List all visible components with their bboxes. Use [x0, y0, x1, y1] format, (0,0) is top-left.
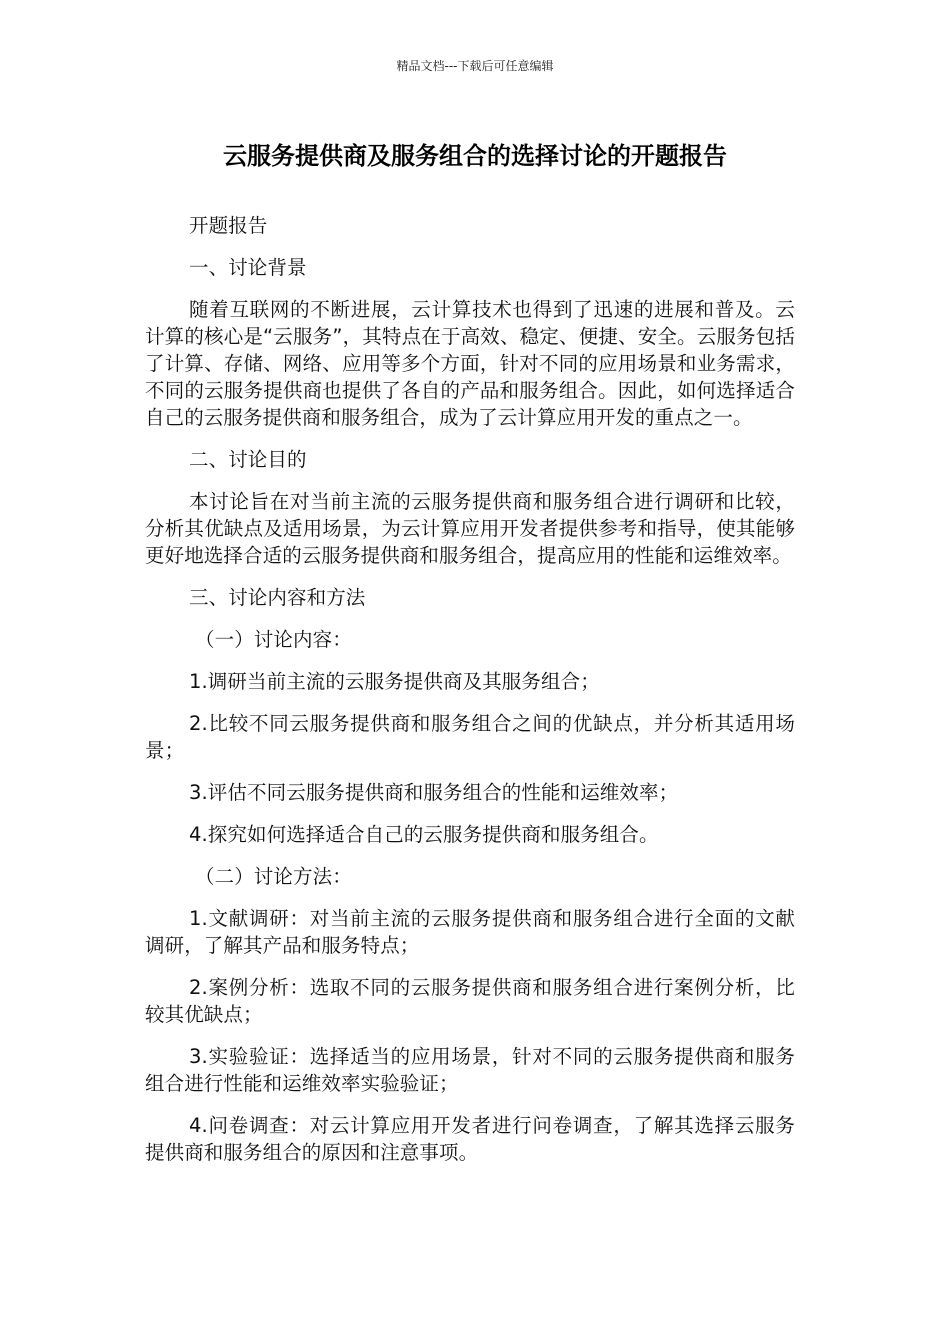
method-item-2: 2.案例分析：选取不同的云服务提供商和服务组合进行案例分析，比较其优缺点；	[145, 976, 795, 1026]
paragraph-background: 随着互联网的不断进展，云计算技术也得到了迅速的进展和普及。云计算的核心是“云服务”，其特点在于高效、稳定、便捷、安全。云服务包括了计算、存储、网络、应用等多个方面，针对不同的应用场景和业务需求，不同的云服务提供商也提供了各自的产品和服务组合。因此，如何选择适合自己的云服务提供商和服务组合，成为了云计算应用开发的重点之一。	[145, 298, 795, 429]
section-heading-background: 一、讨论背景	[189, 256, 307, 279]
content-item-2: 2.比较不同云服务提供商和服务组合之间的优缺点，并分析其适用场景；	[145, 712, 795, 762]
subsection-heading-content: （一）讨论内容：	[195, 628, 352, 651]
method-item-4: 4.问卷调查：对云计算应用开发者进行问卷调查，了解其选择云服务提供商和服务组合的原因和注意事项。	[145, 1114, 795, 1164]
content-item-1: 1.调研当前主流的云服务提供商及其服务组合；	[189, 670, 600, 693]
paragraph-purpose: 本讨论旨在对当前主流的云服务提供商和服务组合进行调研和比较，分析其优缺点及适用场景，为云计算应用开发者提供参考和指导，使其能够更好地选择合适的云服务提供商和服务组合，提高应用的性能和运维效率。	[145, 490, 795, 567]
document-title: 云服务提供商及服务组合的选择讨论的开题报告	[223, 142, 727, 170]
content-item-3: 3.评估不同云服务提供商和服务组合的性能和运维效率；	[189, 781, 679, 804]
document-body	[145, 212, 795, 1181]
method-item-1: 1.文献调研：对当前主流的云服务提供商和服务组合进行全面的文献调研，了解其产品和服务特点；	[145, 907, 795, 957]
header-note: 精品文档---下载后可任意编辑	[396, 59, 554, 73]
content-item-4: 4.探究如何选择适合自己的云服务提供商和服务组合。	[189, 823, 659, 846]
section-label-report: 开题报告	[189, 214, 268, 237]
section-heading-purpose: 二、讨论目的	[189, 448, 307, 471]
section-heading-content-method: 三、讨论内容和方法	[189, 586, 366, 609]
subsection-heading-method: （二）讨论方法：	[195, 865, 352, 888]
method-item-3: 3.实验验证：选择适当的应用场景，针对不同的云服务提供商和服务组合进行性能和运维效率实验验证；	[145, 1045, 795, 1095]
